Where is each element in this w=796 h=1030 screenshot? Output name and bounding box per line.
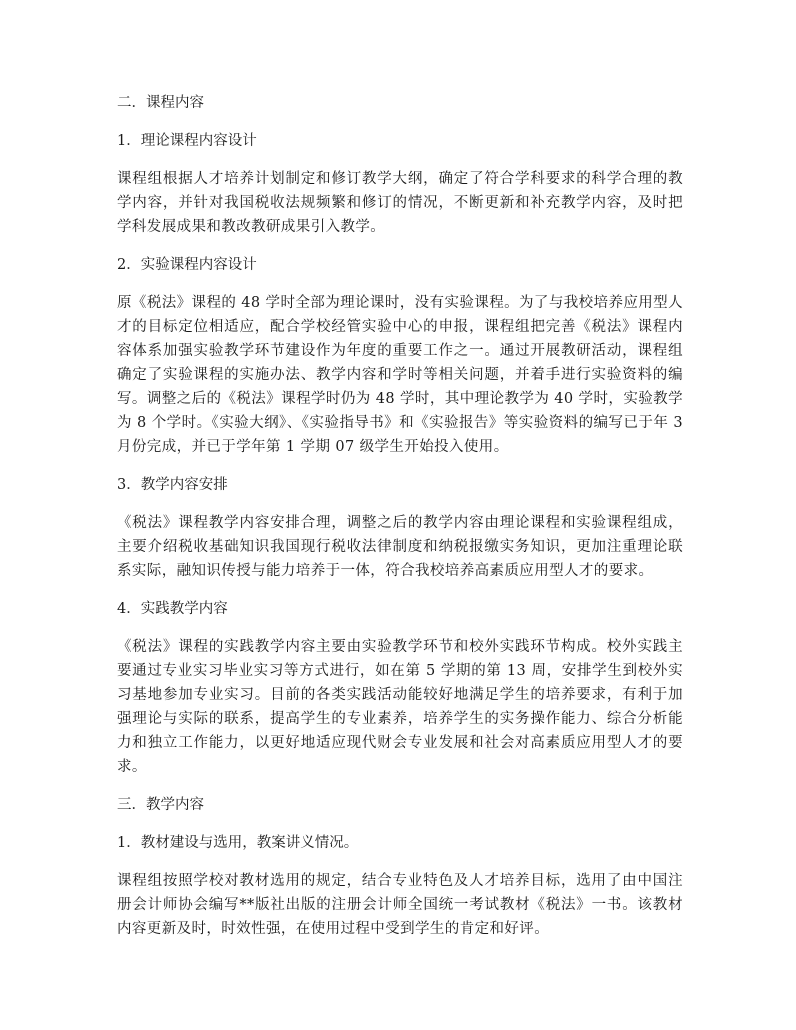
subsection-heading: 4．实践教学内容 bbox=[117, 601, 228, 617]
subsection-heading: 3．教学内容安排 bbox=[117, 477, 228, 493]
paragraph: 课程组根据人才培养计划制定和修订教学大纲，确定了符合学科要求的科学合理的教学内容，并针对我国税收法规频繁和修订的情况，不断更新和补充教学内容，及时把学科发展成果和教改教研成果引入教学。 bbox=[117, 171, 683, 235]
paragraph: 原《税法》课程的 48 学时全部为理论课时，没有实验课程。为了与我校培养应用型人才的目标定位相适应，配合学校经管实验中心的申报，课程组把完善《税法》课程内容体系加强实验教学环节建设作为年度的重要工作之一。通过开展教研活动，课程组确定了实验课程的实施办法、教学内容和学时等相关问题，并着手进行实验资料的编写。调整之后的《税法》课程学时仍为 48 学时，其中理论教学为 40 学时，实验教学为 8 个学时。《实验大纲》、《实验指导书》和《实验报告》等实验资料的编写已于年 3 月份完成，并已于学年第 1 学期 07 级学生开始投入使用。 bbox=[117, 295, 683, 455]
section-heading: 二．课程内容 bbox=[117, 95, 204, 111]
document-body bbox=[117, 91, 683, 955]
subsection-heading: 1．教材建设与选用，教案讲义情况。 bbox=[117, 835, 359, 851]
paragraph: 课程组按照学校对教材选用的规定，结合专业特色及人才培养目标，选用了由中国注册会计师协会编写**版社出版的注册会计师全国统一考试教材《税法》一书。该教材内容更新及时，时效性强，在使用过程中受到学生的肯定和好评。 bbox=[117, 873, 683, 937]
paragraph: 《税法》课程教学内容安排合理，调整之后的教学内容由理论课程和实验课程组成，主要介绍税收基础知识我国现行税收法律制度和纳税报缴实务知识，更加注重理论联系实际，融知识传授与能力培养于一体，符合我校培养高素质应用型人才的要求。 bbox=[117, 515, 683, 579]
paragraph: 《税法》课程的实践教学内容主要由实验教学环节和校外实践环节构成。校外实践主要通过专业实习毕业实习等方式进行，如在第 5 学期的第 13 周，安排学生到校外实习基地参加专业实习。目前的各类实践活动能较好地满足学生的培养要求，有利于加强理论与实际的联系，提高学生的专业素养，培养学生的实务操作能力、综合分析能力和独立工作能力，以更好地适应现代财会专业发展和社会对高素质应用型人才的要求。 bbox=[117, 639, 683, 775]
subsection-heading: 1．理论课程内容设计 bbox=[117, 133, 257, 149]
section-heading: 三．教学内容 bbox=[117, 797, 204, 813]
subsection-heading: 2．实验课程内容设计 bbox=[117, 257, 257, 273]
